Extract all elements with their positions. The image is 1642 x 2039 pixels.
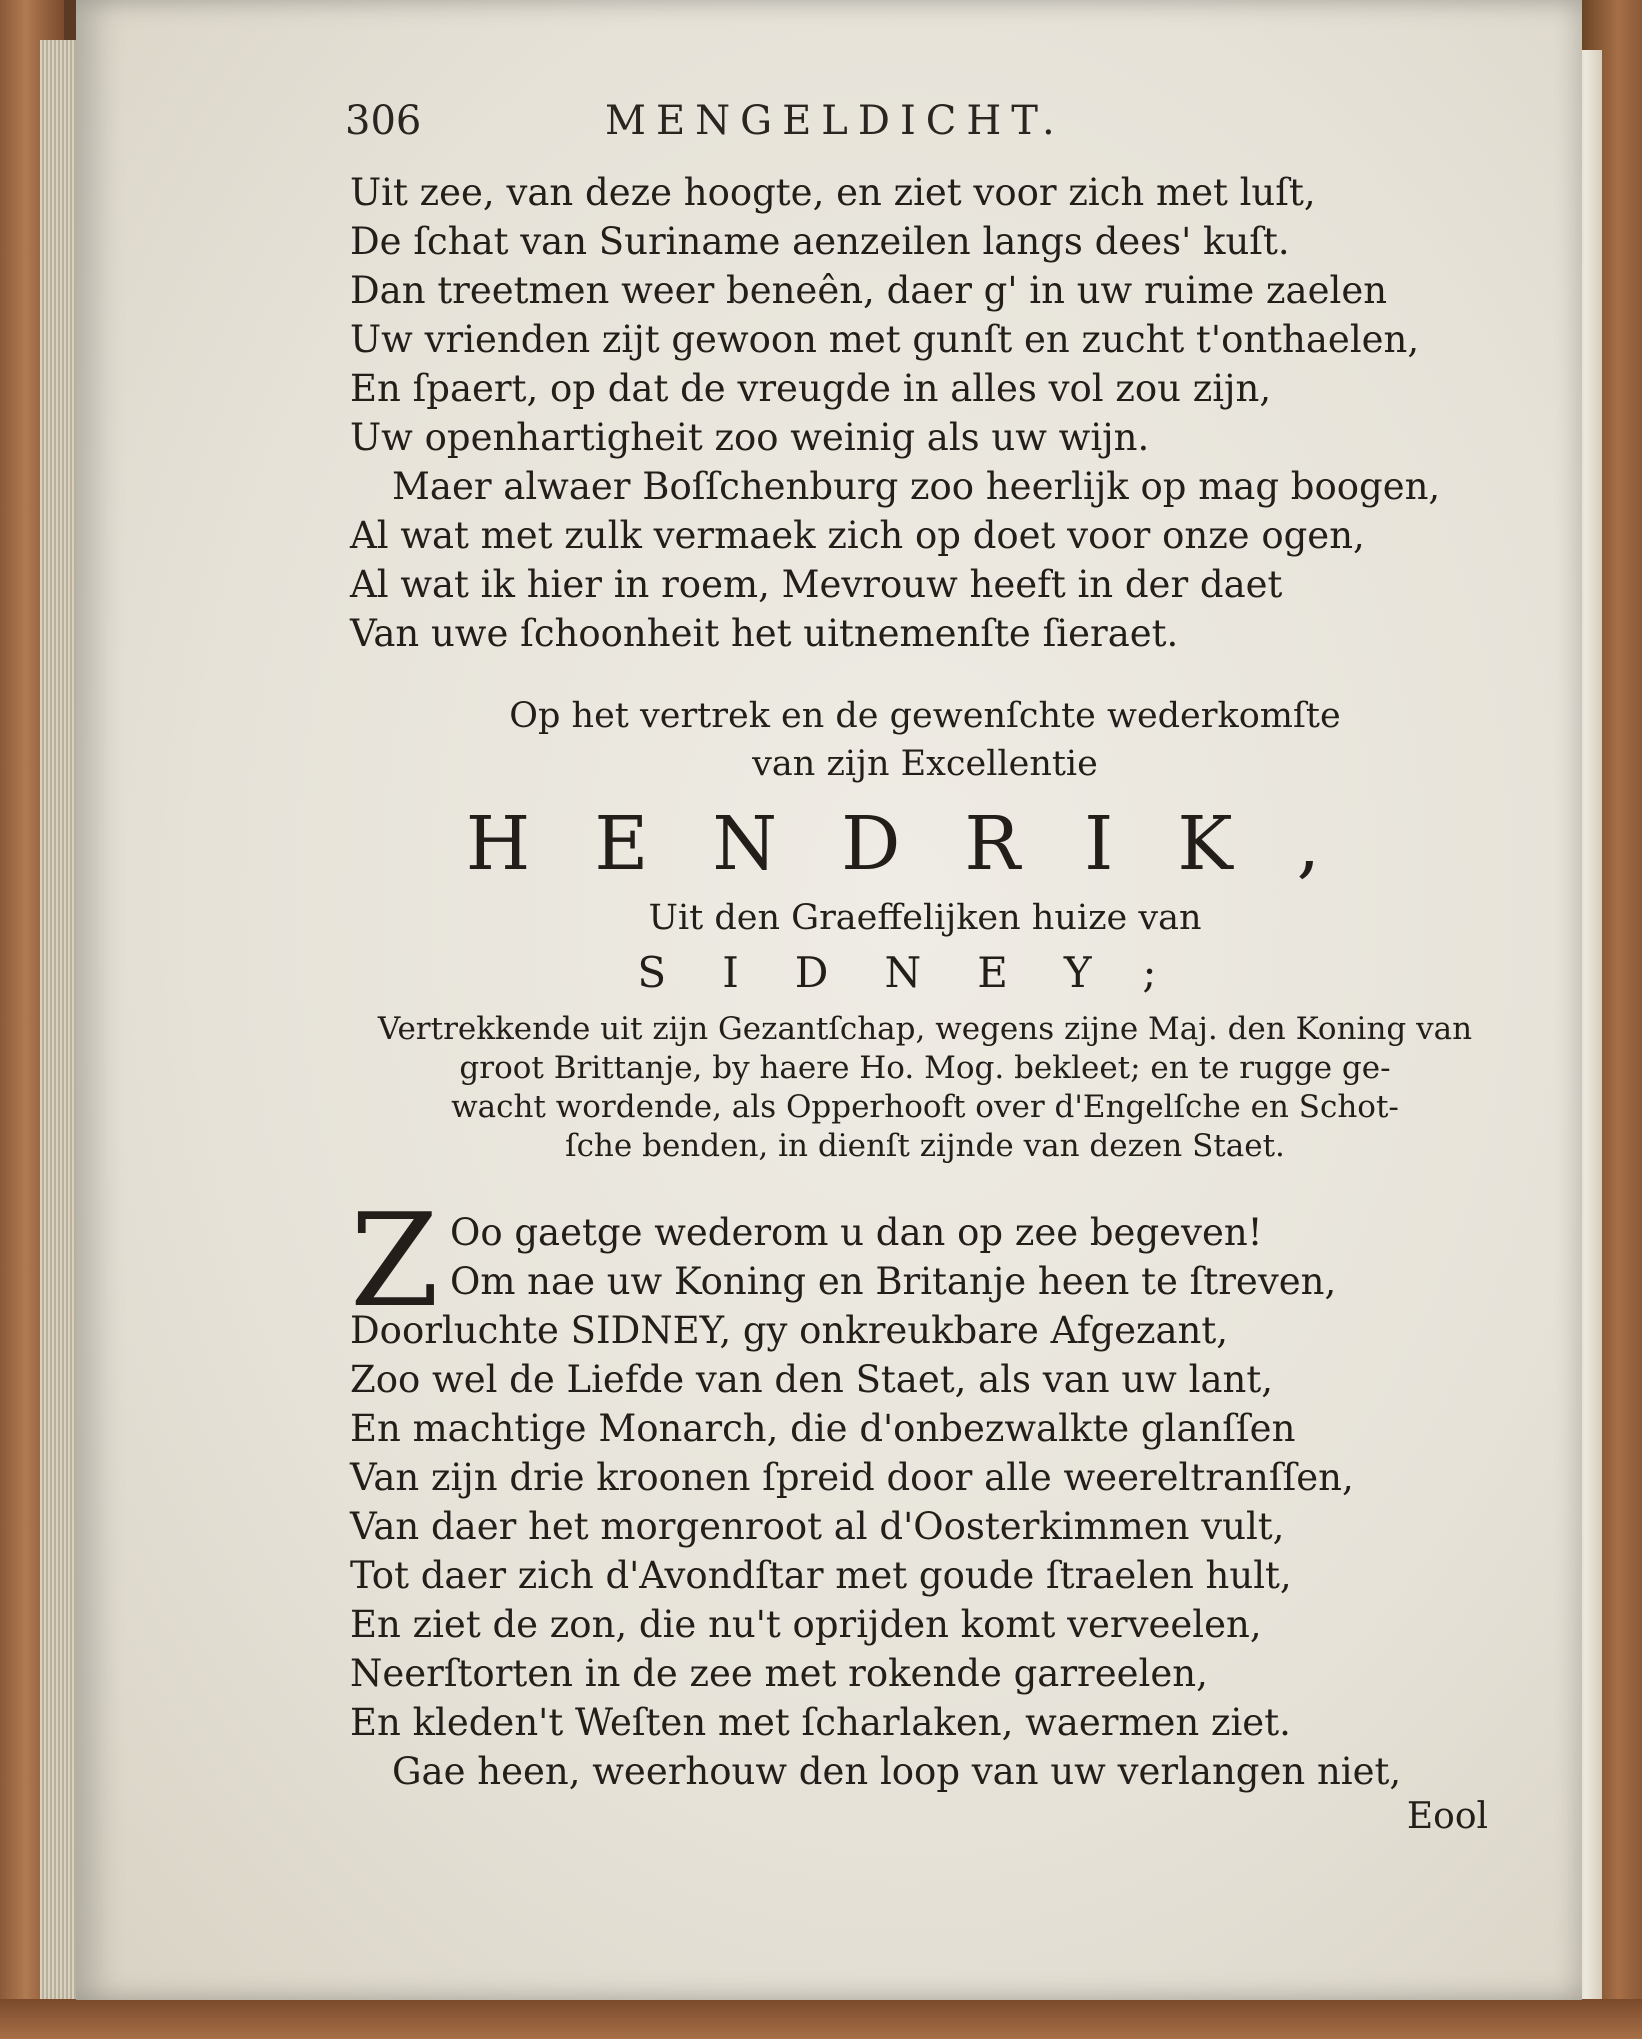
- subtitle-line: Vertrekkende uit zijn Gezantſchap, wegens zijne Maj. den Koning van: [377, 1011, 1473, 1047]
- page-number: 306: [345, 98, 422, 144]
- title-name: HENDRIK,: [465, 801, 1385, 887]
- book-cover-bottom: [0, 1999, 1642, 2039]
- verse-line: Van zijn drie kroonen ſpreid door alle weereltranſſen,: [350, 1456, 1354, 1499]
- title-line-3: Uit den Graeffelijken huize van: [648, 898, 1202, 938]
- verse-line: Al wat met zulk vermaek zich op doet voor onze ogen,: [350, 514, 1365, 557]
- title-line-1: Op het vertrek en de gewenſchte wederkomſte: [509, 696, 1341, 736]
- running-title: MENGELDICHT.: [605, 98, 1065, 144]
- title-line-2: van zijn Excellentie: [752, 744, 1098, 784]
- verse-line: Doorluchte SIDNEY, gy onkreukbare Afgezant,: [350, 1309, 1228, 1352]
- verse-line: Oo gaetge wederom u dan op zee begeven!: [450, 1211, 1263, 1254]
- verse-line: Uw vrienden zijt gewoon met gunſt en zucht t'onthaelen,: [350, 318, 1420, 361]
- verse-line: Tot daer zich d'Avondſtar met goude ſtraelen hult,: [350, 1554, 1292, 1597]
- verse-line: Dan treetmen weer beneên, daer g' in uw ruime zaelen: [350, 269, 1388, 312]
- verse-line: Uw openhartigheit zoo weinig als uw wijn.: [350, 416, 1150, 459]
- verse-line: Zoo wel de Liefde van den Staet, als van uw lant,: [350, 1358, 1273, 1401]
- verse-line: En kleden't Weſten met ſcharlaken, waermen ziet.: [350, 1701, 1291, 1744]
- verse-line: En machtige Monarch, die d'onbezwalkte glanſſen: [350, 1407, 1296, 1450]
- verse-line: Van uwe ſchoonheit het uitnemenſte ſieraet.: [350, 612, 1179, 655]
- subtitle-line: wacht wordende, als Opperhooft over d'Engelſche en Schot-: [451, 1089, 1399, 1125]
- verse-line: De ſchat van Suriname aenzeilen langs dees' kuſt.: [350, 220, 1290, 263]
- verses-top: [350, 168, 1500, 658]
- verse-line: Uit zee, van deze hoogte, en ziet voor zich met luſt,: [350, 171, 1316, 214]
- verse-line: Gae heen, weerhouw den loop van uw verlangen niet,: [392, 1750, 1402, 1793]
- verse-line: Om nae uw Koning en Britanje heen te ſtreven,: [450, 1260, 1337, 1303]
- subtitle-line: groot Brittanje, by haere Ho. Mog. bekleet; en te rugge ge-: [459, 1050, 1391, 1086]
- verse-line: Maer alwaer Boſſchenburg zoo heerlijk op mag boogen,: [392, 465, 1441, 508]
- poem-body: [350, 1187, 1500, 1845]
- verse-line: En ſpaert, op dat de vreugde in alles vol zou zijn,: [350, 367, 1272, 410]
- drop-cap: Z: [350, 1187, 439, 1336]
- verse-line: Neerſtorten in de zee met rokende garreelen,: [350, 1652, 1208, 1695]
- verse-line: Van daer het morgenroot al d'Oosterkimmen vult,: [350, 1505, 1285, 1548]
- poem-title: [350, 692, 1500, 1166]
- title-house: SIDNEY;: [637, 948, 1213, 997]
- catchword: Eool: [1406, 1796, 1488, 1837]
- subtitle-line: ſche benden, in dienſt zijnde van dezen Staet.: [565, 1128, 1285, 1164]
- verse-line: Al wat ik hier in roem, Mevrouw heeft in der daet: [350, 563, 1283, 606]
- verse-line: En ziet de zon, die nu't oprijden komt verveelen,: [350, 1603, 1262, 1646]
- page-header: [345, 98, 1425, 168]
